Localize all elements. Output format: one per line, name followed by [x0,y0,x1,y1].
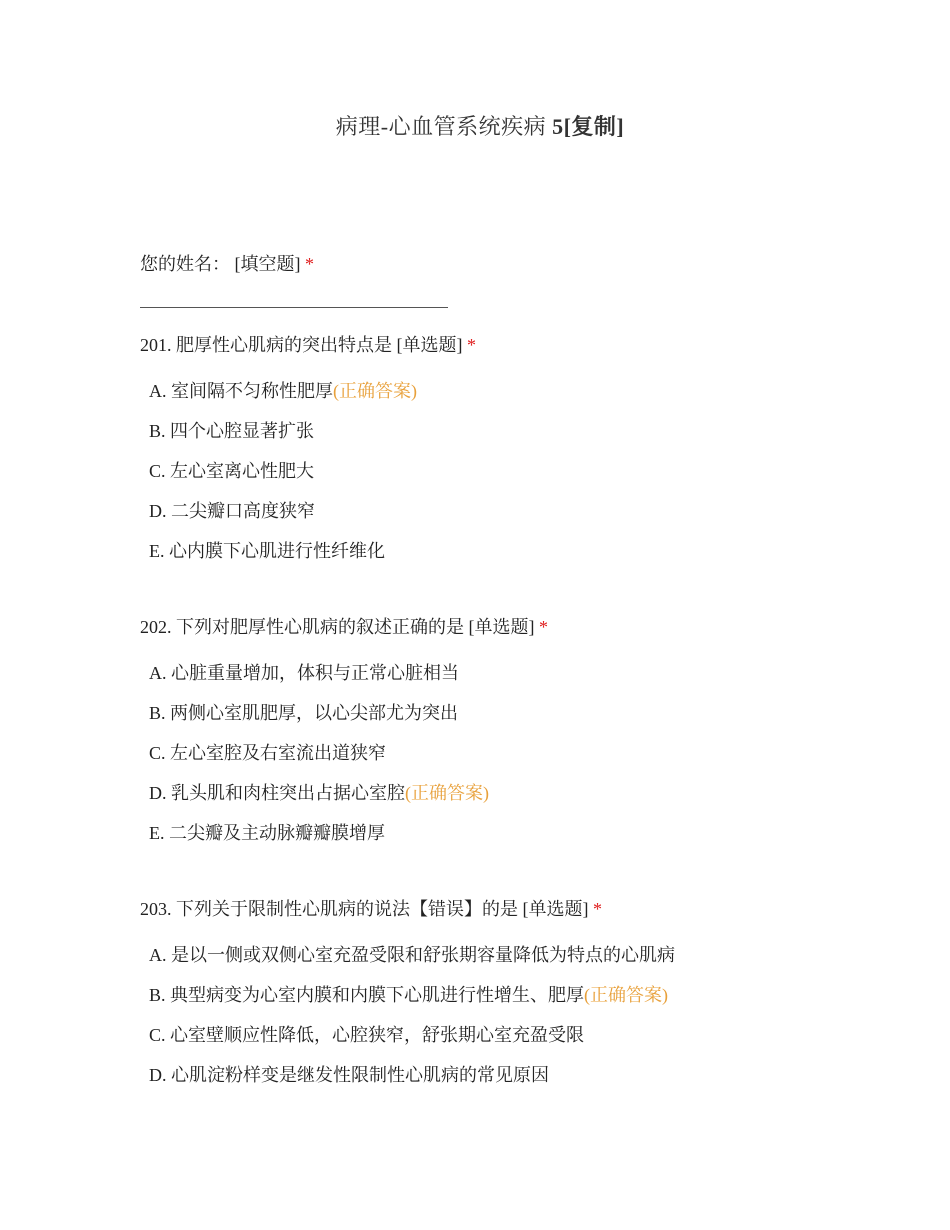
option-e[interactable] [149,820,385,846]
page-title [0,112,950,142]
option-text: A. 是以一侧或双侧心室充盈受限和舒张期容量降低为特点的心肌病 [149,945,675,965]
question-type: [单选题] [522,899,589,919]
option-text: C. 左心室腔及右室流出道狭窄 [149,743,387,763]
option-b[interactable] [149,700,458,726]
question-text: 201. 肥厚性心肌病的突出特点是 [140,335,392,355]
page-title-suffix: 5[复制] [552,114,625,139]
name-question-type: [填空题] [234,254,301,274]
option-text: D. 二尖瓣口高度狭窄 [149,501,315,521]
option-text: A. 室间隔不匀称性肥厚 [149,381,333,401]
option-c[interactable] [149,1022,584,1048]
name-input-line[interactable] [140,307,448,308]
question-text: 203. 下列关于限制性心肌病的说法【错误】的是 [140,899,518,919]
option-d[interactable] [149,1062,549,1088]
option-a[interactable] [149,378,417,404]
option-text: E. 心内膜下心肌进行性纤维化 [149,541,385,561]
option-text: B. 四个心腔显著扩张 [149,421,315,441]
option-text: C. 心室壁顺应性降低，心腔狭窄，舒张期心室充盈受限 [149,1025,585,1045]
required-mark: * [539,617,548,637]
correct-answer-mark: (正确答案) [405,783,489,803]
option-text: A. 心脏重量增加，体积与正常心脏相当 [149,663,459,683]
question-stem [140,614,900,640]
option-c[interactable] [149,740,386,766]
option-c[interactable] [149,458,314,484]
option-a[interactable] [149,660,459,686]
option-text: D. 乳头肌和肉柱突出占据心室腔 [149,783,405,803]
required-mark: * [593,899,602,919]
option-a[interactable] [149,942,675,968]
question-type: [单选题] [468,617,535,637]
question-201 [140,332,900,561]
option-text: B. 两侧心室肌肥厚，以心尖部尤为突出 [149,703,459,723]
correct-answer-mark: (正确答案) [584,985,669,1005]
option-text: B. 典型病变为心室内膜和内膜下心肌进行性增生、肥厚 [149,985,585,1005]
option-b[interactable] [149,982,668,1008]
correct-answer-mark: (正确答案) [333,381,417,401]
option-text: C. 左心室离心性肥大 [149,461,315,481]
question-text: 202. 下列对肥厚性心肌病的叙述正确的是 [140,617,464,637]
option-b[interactable] [149,418,314,444]
required-mark: * [305,254,314,274]
question-stem [140,896,900,922]
option-text: E. 二尖瓣及主动脉瓣瓣膜增厚 [149,823,385,843]
name-question-label: 您的姓名： [140,254,230,274]
option-e[interactable] [149,538,385,564]
option-d[interactable] [149,780,489,806]
question-stem [140,332,900,358]
page-title-main: 病理-心血管系统疾病 [335,114,547,139]
required-mark: * [467,335,476,355]
question-203 [140,896,900,1085]
name-question [140,251,314,277]
option-text: D. 心肌淀粉样变是继发性限制性心肌病的常见原因 [149,1065,549,1085]
option-d[interactable] [149,498,315,524]
question-202 [140,614,900,843]
question-type: [单选题] [396,335,463,355]
